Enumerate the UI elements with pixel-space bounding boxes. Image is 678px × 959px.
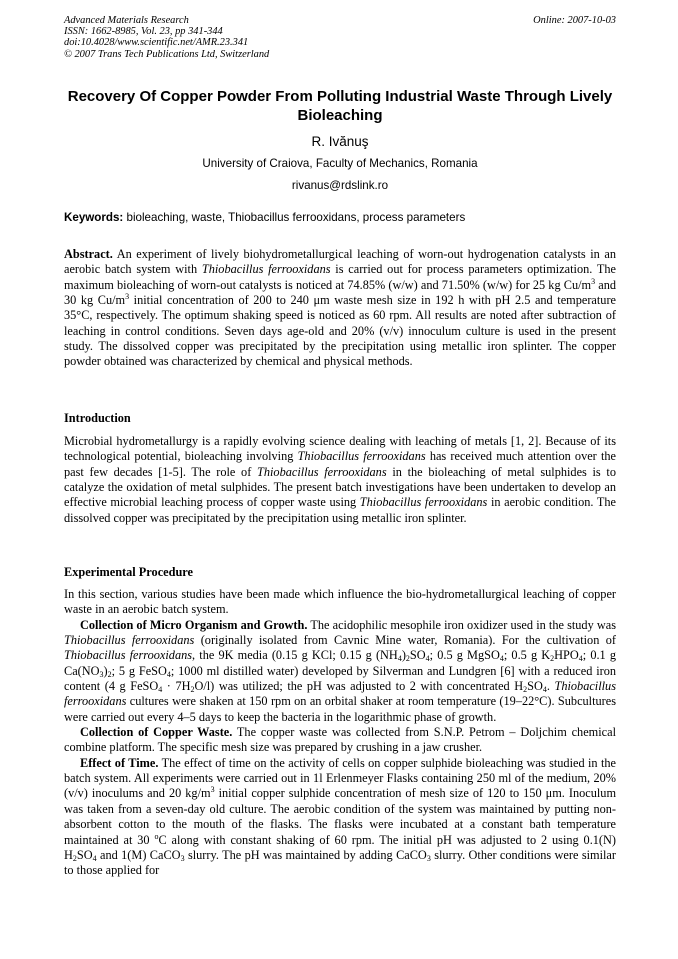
copper-waste-paragraph	[64, 725, 616, 756]
text-run: (originally isolated from Cavnic Mine water, Romania). For the cultivation of	[194, 633, 616, 648]
text-run: The acidophilic mesophile iron oxidizer used in the study was	[307, 617, 617, 632]
text-run: Microbial hydrometallurgy is a rapidly evolving science dealing with leaching of metals [1, 2]. Because of its technological potential, bioleaching involving	[64, 434, 616, 464]
text-run: initial concentration of 200 to 240 μm waste mesh size in 192 h with pH 2.5 and temperature 35°C, respectively. The optimum shaking speed is noticed as 60 rpm. All results are noted after subtraction of leaching in control conditions. Seven days age-old and 20% (v/v) innoculum culture is used in the present study. The dissolved copper was precipitated by the precipitation using metallic iron splinter. The copper powder obtained was characterized by chemical and physical methods.	[64, 293, 616, 369]
species-name: Thiobacillus ferrooxidans	[359, 495, 488, 510]
text-run: .	[546, 679, 555, 694]
text-run: SO	[409, 648, 426, 663]
subscript: 4	[499, 654, 504, 664]
introduction-section	[64, 434, 616, 526]
text-run: ; 0.5 g MgSO	[429, 648, 500, 663]
subscript: 3	[180, 853, 185, 863]
text-run: )	[401, 648, 406, 663]
subscript: 4	[158, 685, 163, 695]
subsection-label: Effect of Time.	[80, 755, 159, 770]
subscript: 2	[550, 654, 555, 664]
species-name: Thiobacillus ferrooxidans	[64, 633, 195, 648]
experimental-heading: Experimental Procedure	[64, 565, 193, 579]
introduction-paragraph	[64, 434, 616, 526]
text-run: in aerobic condition. The dissolved copper was precipitated by the precipitation using metallic iron splinter.	[64, 495, 616, 525]
subscript: 4	[425, 654, 430, 664]
subsection-label: Collection of Micro Organism and Growth.	[80, 617, 308, 632]
text-run: An experiment of lively biohydrometallurgical leaching of worn-out hydrogenation catalysts in an aerobic batch system with	[64, 247, 616, 277]
journal-doi: doi:10.4028/www.scientific.net/AMR.23.341	[64, 37, 249, 49]
experimental-intro-paragraph: In this section, various studies have been made which influence the bio-hydrometallurgical leaching of copper waste in an aerobic batch system.	[64, 587, 616, 617]
text-run: in the bioleaching of metal sulphides is to catalyze the oxidation of metal sulphides. The present batch investigations have been undertaken to develop an effective microbial leaching process of copper waste using	[64, 464, 616, 510]
experimental-section	[64, 587, 616, 879]
subscript: 4	[542, 685, 547, 695]
journal-copyright: © 2007 Trans Tech Publications Ltd, Switzerland	[64, 48, 270, 60]
species-name: Thiobacillus ferrooxidans	[257, 464, 387, 479]
introduction-heading: Introduction	[64, 411, 131, 425]
subscript: 2	[405, 654, 410, 664]
subscript: 2	[190, 685, 195, 695]
text-run: ; 5 g FeSO	[111, 663, 167, 678]
text-run: initial copper sulphide concentration of mesh size of 120 to 150 μm. Inoculum was taken from a seven-day old culture. The aerobic condition of the system was maintained by putting non-absorbent cotton to the mouth of the flasks. The flasks were incubated at a constant bath temperature maintained at 30	[64, 786, 617, 847]
journal-name: Advanced Materials Research	[64, 15, 189, 26]
superscript: 3	[591, 276, 596, 286]
text-run: )	[103, 663, 108, 678]
text-run: , the 9K media (0.15 g KCl; 0.15 g (NH	[192, 648, 398, 663]
abstract	[64, 247, 616, 370]
text-run: C along with constant shaking of 60 rpm. The initial pH was adjusted to 2 using 0.1(N) H	[64, 832, 616, 862]
text-run: ; 0.5 g K	[503, 648, 551, 663]
keywords	[64, 211, 616, 225]
abstract-paragraph	[64, 247, 616, 370]
subscript: 4	[166, 669, 171, 679]
journal-issn: ISSN: 1662-8985, Vol. 23, pp 341-344	[64, 26, 223, 38]
subsection-label: Collection of Copper Waste.	[80, 725, 233, 740]
species-name: Thiobacillus ferrooxidans	[64, 648, 193, 663]
text-run: has received much attention over the past few decades [1-5]. The role of	[64, 449, 616, 479]
subscript: 3	[426, 853, 431, 863]
text-run: The effect of time on the activity of cells on copper sulphide bioleaching was studied in the batch system. All experiments were carried out in 1l Erlenmeyer Flasks containing 250 ml of the medium, 20% (v/v) inoculums and 20 kg/m	[64, 755, 616, 801]
subscript: 4	[397, 654, 402, 664]
text-run: · 7H	[162, 679, 191, 694]
text-run: ; 1000 ml distilled water) developed by Silverman and Lundgren [6] with a reduced iron content (4 g FeSO	[64, 663, 617, 694]
micro-organism-paragraph	[64, 618, 616, 725]
text-run: slurry. Other conditions were similar to those applied for	[64, 847, 616, 878]
subscript: 2	[523, 685, 528, 695]
effect-of-time-paragraph	[64, 756, 616, 879]
text-run: cultures were shaken at 150 rpm on an orbital shaker at room temperature (19–22°C). Subcultures were carried out every 4–5 days to keep the bacteria in the logarithmic phase of growth.	[64, 694, 616, 724]
subscript: 3	[99, 669, 104, 679]
superscript: 3	[210, 785, 215, 795]
subscript: 2	[72, 853, 77, 863]
author-affiliation: University of Craiova, Faculty of Mechanics, Romania	[202, 157, 478, 170]
species-name: Thiobacillus ferrooxidans	[201, 262, 331, 277]
text-run: HPO	[554, 648, 579, 663]
superscript: 3	[125, 292, 130, 302]
journal-header	[64, 15, 616, 60]
subscript: 4	[578, 654, 583, 664]
text-run: slurry. The pH was maintained by adding CaCO	[184, 847, 427, 862]
keywords-label: Keywords:	[64, 211, 124, 224]
text-run: O/l) was utilized; the pH was adjusted to 2 with concentrated H	[194, 679, 524, 694]
subscript: 2	[107, 669, 112, 679]
author-email: rivanus@rdslink.ro	[291, 179, 389, 192]
text-run: The copper waste was collected from S.N.P. Petrom – Doljchim chemical combine platform. The specific mesh size was prepared by crushing in a jaw crusher.	[64, 725, 616, 755]
text-run: ; 0.1 g Ca(NO	[64, 648, 616, 678]
text-run: SO	[527, 679, 543, 694]
text-run: and 1(M) CaCO	[96, 847, 181, 862]
online-date: Online: 2007-10-03	[533, 15, 616, 26]
keywords-text: bioleaching, waste, Thiobacillus ferrooxidans, process parameters	[123, 211, 466, 224]
abstract-label: Abstract.	[64, 247, 113, 261]
text-run: is carried out for process parameters optimization. The maximum bioleaching of worn-out catalysts is noticed at 74.85% (w/w) and 71.50% (w/w) for 25 kg Cu/m	[64, 262, 616, 292]
text-run: SO	[76, 847, 93, 862]
superscript: o	[154, 831, 159, 841]
paper-title: Recovery Of Copper Powder From Polluting Industrial Waste Through Lively Bioleaching	[67, 88, 613, 124]
subscript: 4	[92, 853, 97, 863]
text-run: and 30 kg Cu/m	[64, 277, 616, 308]
author-name: R. Ivănuş	[311, 134, 369, 149]
species-name: Thiobacillus ferrooxidans	[297, 449, 426, 464]
species-name: Thiobacillus ferrooxidans	[64, 679, 616, 709]
